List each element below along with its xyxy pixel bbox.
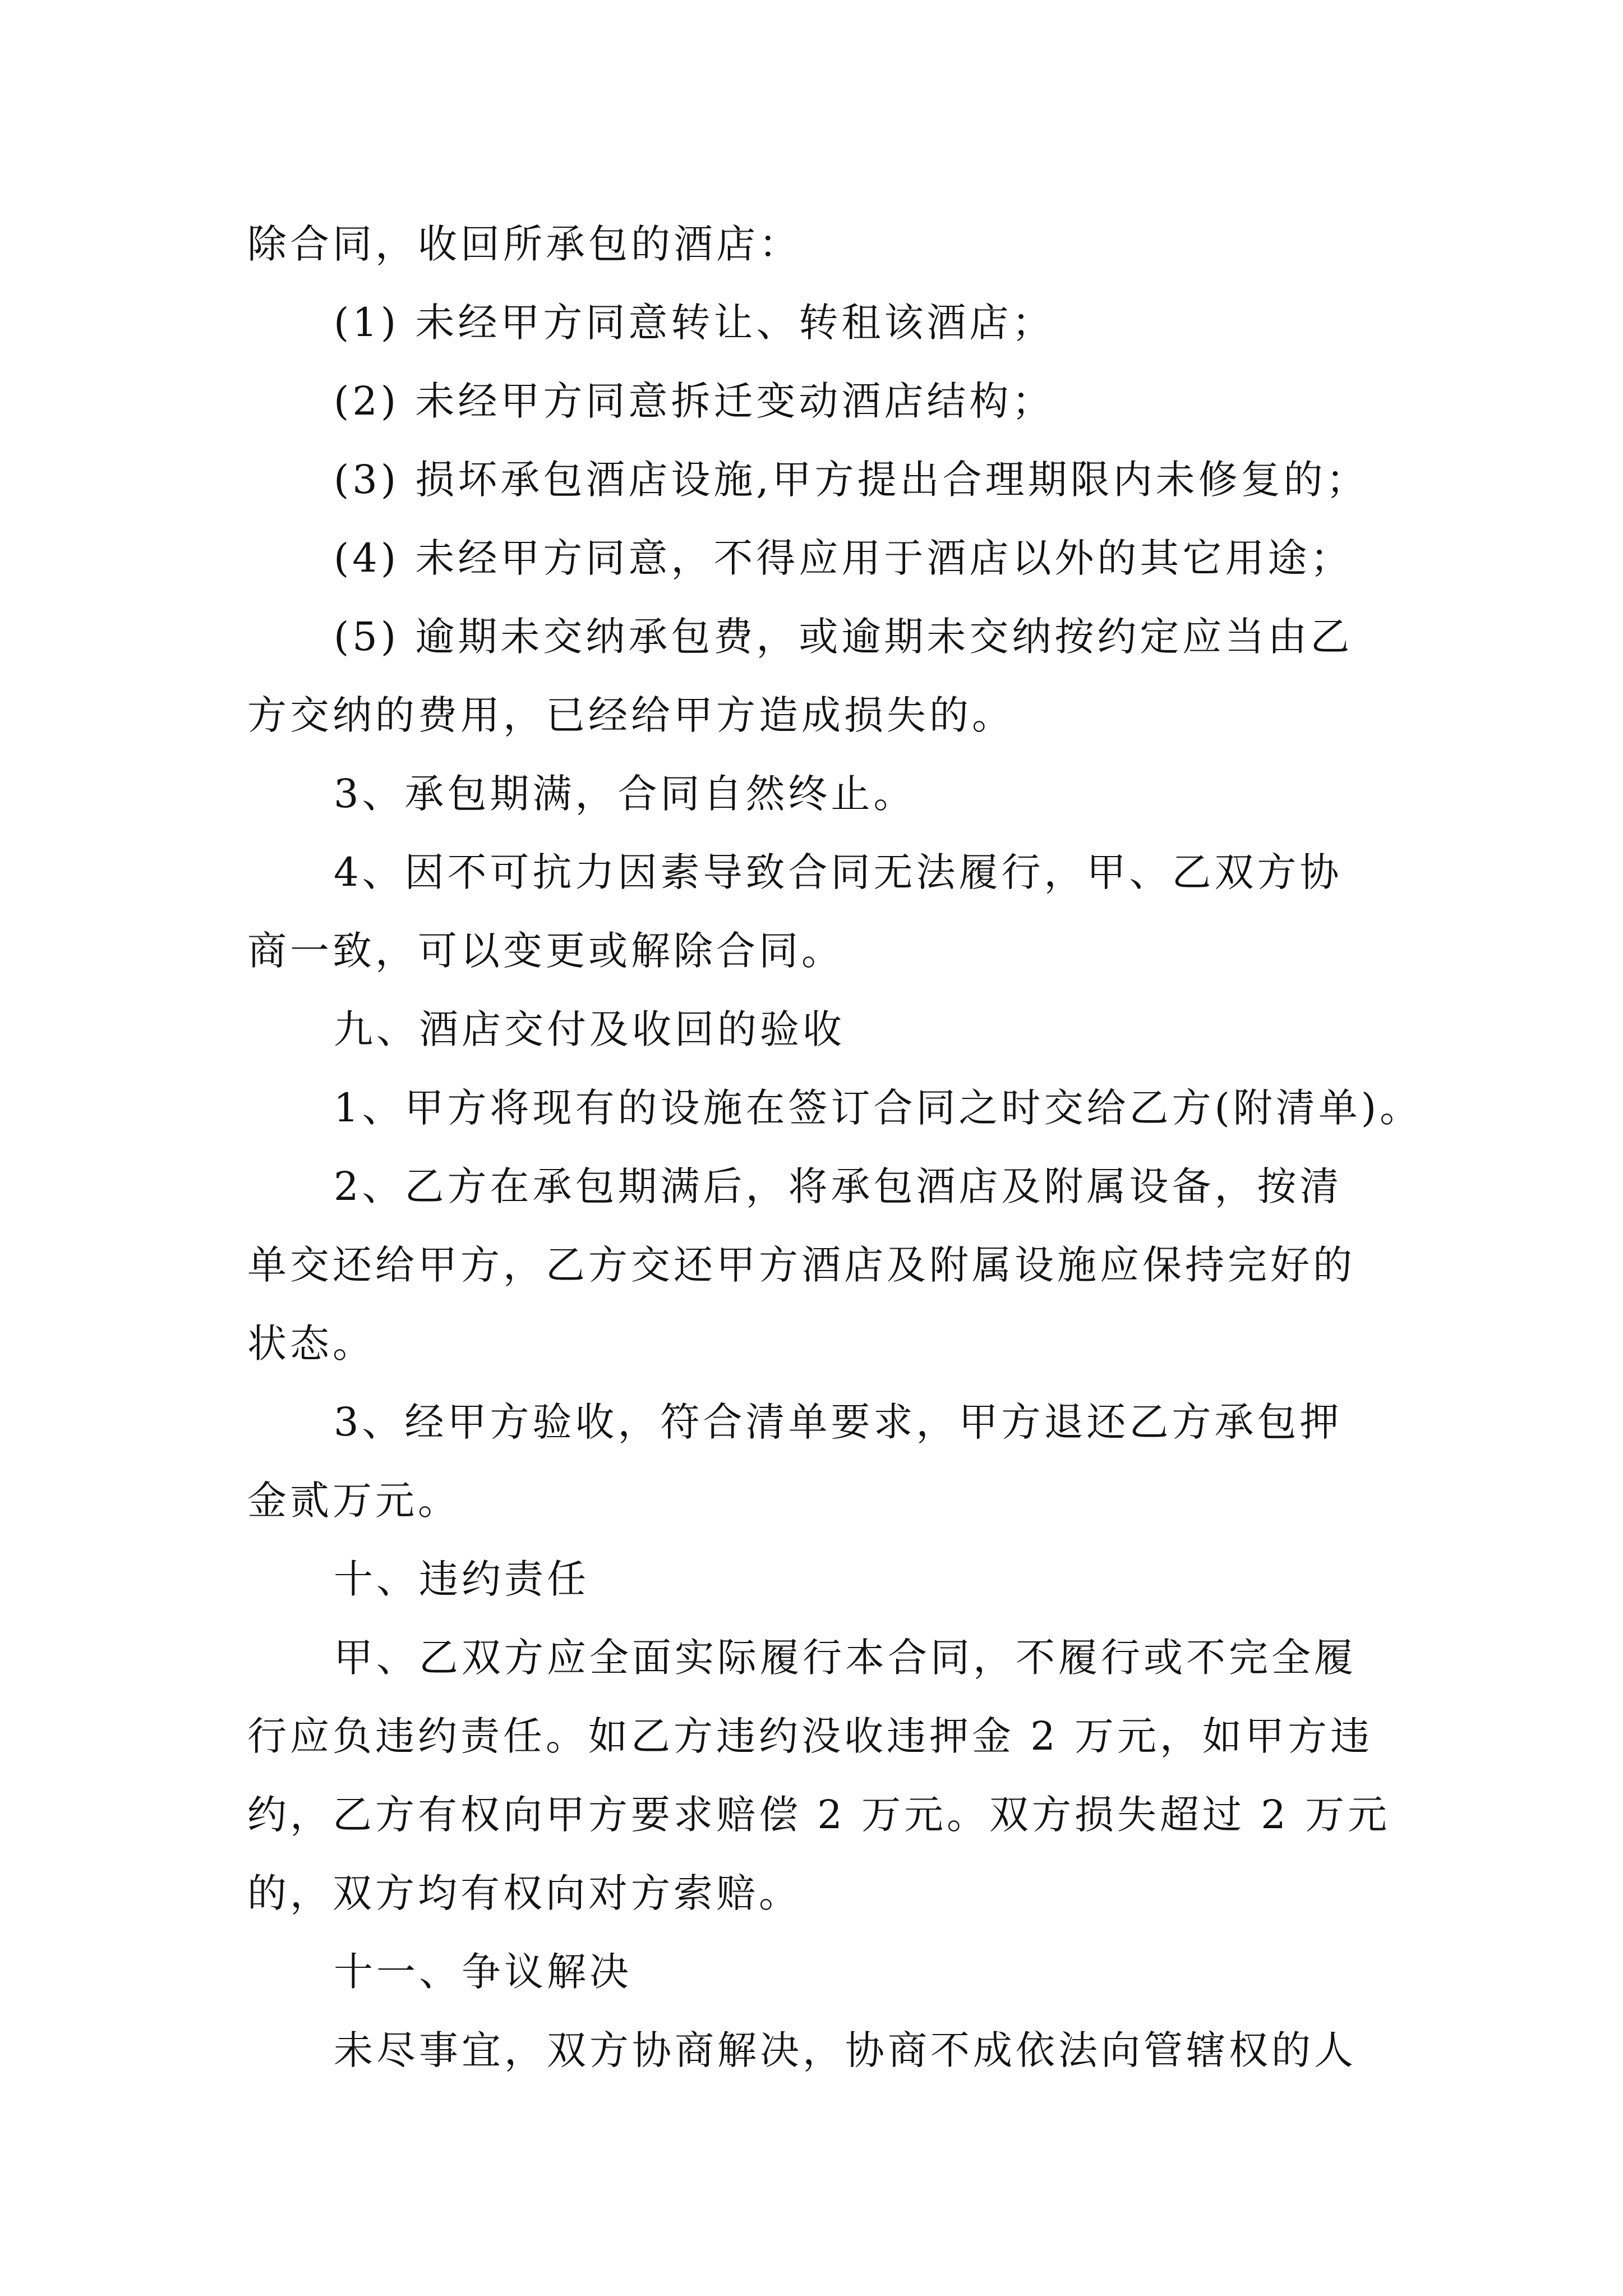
- text-line: (2) 未经甲方同意拆迁变动酒店结构；: [334, 378, 1055, 424]
- text-line: 2、乙方在承包期满后，将承包酒店及附属设备，按清: [334, 1163, 1343, 1209]
- text-line: 1、甲方将现有的设施在签订合同之时交给乙方(附清单)。: [334, 1085, 1423, 1131]
- section-heading: 十、违约责任: [334, 1556, 589, 1602]
- text-line: 状态。: [247, 1320, 375, 1366]
- text-line: 约，乙方有权向甲方要求赔偿 2 万元。双方损失超过 2 万元: [247, 1792, 1391, 1838]
- text-line: 方交纳的费用，已经给甲方造成损失的。: [247, 692, 1015, 738]
- text-line: 金贰万元。: [247, 1478, 460, 1524]
- section-heading: 十一、争议解决: [334, 1949, 632, 1995]
- section-heading: 九、酒店交付及收回的验收: [334, 1006, 845, 1052]
- text-line: 甲、乙双方应全面实际履行本合同，不履行或不完全履: [334, 1635, 1357, 1681]
- text-line: (3) 损坏承包酒店设施,甲方提出合理期限内未修复的；: [334, 457, 1369, 503]
- text-line: (4) 未经甲方同意，不得应用于酒店以外的其它用途；: [334, 535, 1353, 581]
- text-line: 3、承包期满，合同自然终止。: [334, 771, 916, 817]
- text-line: 单交还给甲方，乙方交还甲方酒店及附属设施应保持完好的: [247, 1242, 1355, 1288]
- text-line: 行应负违约责任。如乙方违约没收违押金 2 万元，如甲方违: [247, 1713, 1373, 1759]
- text-line: (1) 未经甲方同意转让、转租该酒店；: [334, 300, 1055, 346]
- text-line: (5) 逾期未交纳承包费，或逾期未交纳按约定应当由乙: [334, 614, 1353, 660]
- text-line: 除合同，收回所承包的酒店：: [247, 221, 801, 267]
- text-line: 商一致，可以变更或解除合同。: [247, 928, 844, 974]
- text-line: 3、经甲方验收，符合清单要求，甲方退还乙方承包押: [334, 1399, 1343, 1445]
- text-line: 的，双方均有权向对方索赔。: [247, 1870, 801, 1916]
- text-line: 4、因不可抗力因素导致合同无法履行，甲、乙双方协: [334, 849, 1343, 895]
- text-line: 未尽事宜，双方协商解决，协商不成依法向管辖权的人: [334, 2027, 1357, 2073]
